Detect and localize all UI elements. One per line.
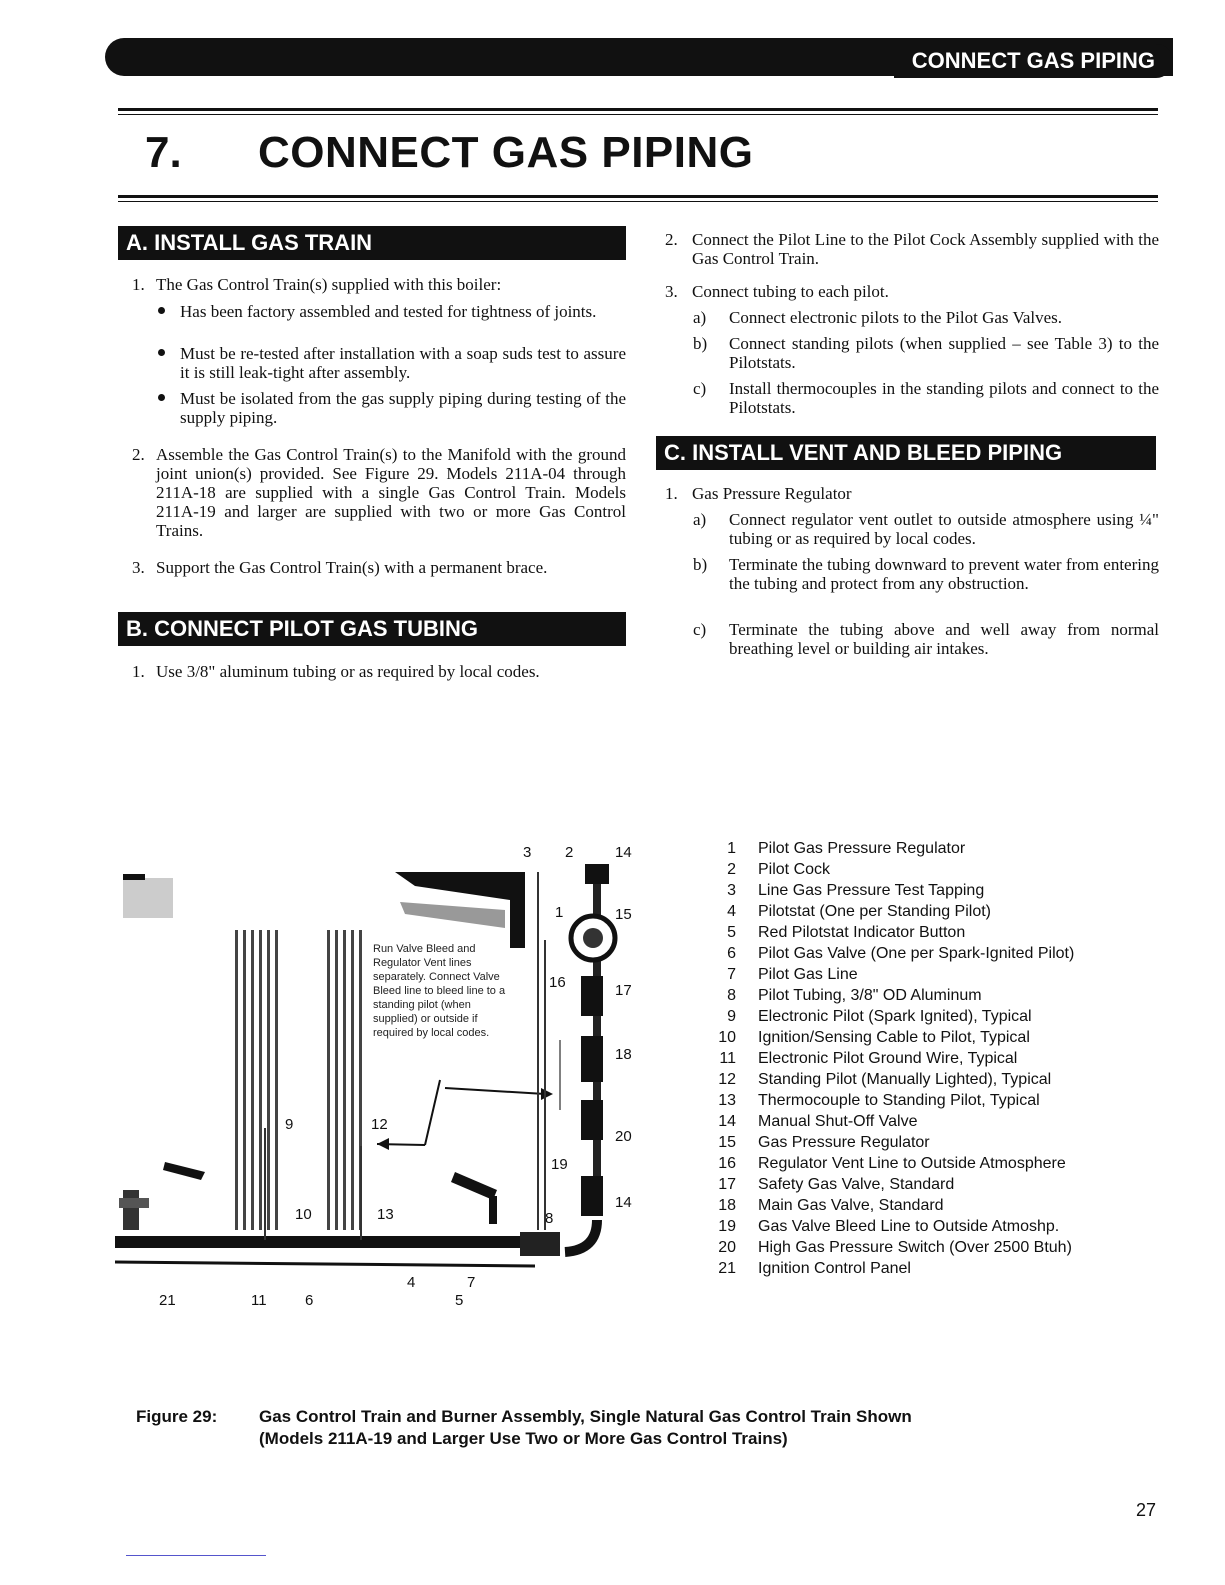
footer-link-line: [126, 1555, 266, 1556]
bullet-icon: [158, 394, 165, 401]
diagram-label: 4: [407, 1274, 416, 1291]
diagram-label: 11: [251, 1292, 267, 1309]
diagram-label: 18: [615, 1046, 632, 1063]
diagram-label: 12: [371, 1116, 388, 1133]
diagram-label: 17: [615, 982, 632, 999]
chapter-title: CONNECT GAS PIPING: [258, 128, 754, 177]
list-item: Must be re-tested after installation with a soap suds test to assure it is still leak-tight after assembly.: [180, 344, 626, 382]
diagram-label: 14: [615, 1194, 632, 1211]
diagram-callout-note: Run Valve Bleed and Regulator Vent lines separately. Connect Valve Bleed line to bleed line to a standing pilot (when supplied) or outside if required by local codes.: [373, 943, 506, 1039]
diagram-label: 5: [455, 1292, 464, 1309]
section-a-heading: A. INSTALL GAS TRAIN: [118, 226, 626, 260]
gas-train-drawing: [115, 840, 645, 1320]
section-c-body: 1. Gas Pressure Regulator a) Connect regulator vent outlet to outside atmosphere using ¼" tubing or as required by local codes. b) Terminate the tubing downward to prevent water from entering the tubing and protect from any obstruction. c) Terminate the tubing above and well away from normal breathing level or building air intakes.: [665, 484, 1159, 658]
section-b-continued: 2. Connect the Pilot Line to the Pilot Cock Assembly supplied with the Gas Control Train. 3. Connect tubing to each pilot. a) Connect electronic pilots to the Pilot Gas Valves. b) Connect standing pilots (when supplied – see Table 3) to the Pilotstats. c) Install thermocouples in the standing pilots and connect to the Pilotstats.: [665, 230, 1159, 417]
gas-train-diagram: [115, 840, 645, 1320]
figure-caption-label: Figure 29:: [136, 1407, 218, 1426]
diagram-label: 13: [377, 1206, 394, 1223]
diagram-legend: 1 Pilot Gas Pressure Regulator 2 Pilot Cock 3 Line Gas Pressure Test Tapping 4 Pilotstat (One per Standing Pilot) 5 Red Pilotstat Indicator Button 6 Pilot Gas Valve (One per Spark-Ignited Pilot) 7 Pilot Gas Line 8 Pilot Tubing, 3/8" OD Aluminum 9 Electronic Pilot (Spark Ignited), Typical 10 Ignition/Sensing Cable to Pilot, Typical 11 Electronic Pilot Ground Wire, Typical 12 Standing Pilot (Manually Lighted), Typical 13 Thermocouple to Standing Pilot, Typical 14 Manual Shut-Off Valve 15 Gas Pressure Regulator 16 Regulator Vent Line to Outside Atmosphere 17 Safety Gas Valve, Standard 18 Main Gas Valve, Standard 19 Gas Valve Bleed Line to Outside Atmoshp. 20 High Gas Pressure Switch (Over 2500 Btuh) 21 Ignition Control Panel: [718, 840, 1075, 1277]
title-rule-top-thin: [118, 114, 1158, 115]
list-item: Has been factory assembled and tested for tightness of joints.: [180, 302, 597, 321]
page-number: 27: [1136, 1500, 1157, 1520]
title-rule-top: [118, 108, 1158, 111]
diagram-label: 16: [549, 974, 566, 991]
chapter-number: 7.: [145, 128, 182, 177]
title-rule-bottom-thin: [118, 201, 1158, 202]
diagram-label: 10: [295, 1206, 312, 1223]
diagram-label: 6: [305, 1292, 314, 1309]
list-item: Must be isolated from the gas supply piping during testing of the supply piping.: [180, 389, 626, 427]
diagram-label: 19: [551, 1156, 568, 1173]
diagram-label: 14: [615, 844, 632, 861]
diagram-label: 20: [615, 1128, 632, 1145]
bullet-icon: [158, 349, 165, 356]
bullet-icon: [158, 307, 165, 314]
section-b-heading: B. CONNECT PILOT GAS TUBING: [118, 612, 626, 646]
figure-caption-line1: Gas Control Train and Burner Assembly, Single Natural Gas Control Train Shown: [259, 1407, 912, 1426]
diagram-label: 15: [615, 906, 632, 923]
diagram-label: 2: [565, 844, 574, 861]
diagram-label: 7: [467, 1274, 476, 1291]
diagram-label: 8: [545, 1210, 554, 1227]
title-rule-bottom: [118, 195, 1158, 198]
figure-caption-line2: (Models 211A-19 and Larger Use Two or More Gas Control Trains): [259, 1429, 788, 1448]
diagram-label: 9: [285, 1116, 294, 1133]
header-banner-label: CONNECT GAS PIPING: [894, 44, 1173, 78]
diagram-label: 21: [159, 1292, 176, 1309]
diagram-label: 3: [523, 844, 532, 861]
section-c-heading: C. INSTALL VENT AND BLEED PIPING: [656, 436, 1156, 470]
diagram-label: 1: [555, 904, 564, 921]
section-a-body: 1. The Gas Control Train(s) supplied with this boiler: Has been factory assembled and tested for tightness of joints. Must be re-tested after installation with a soap suds test to assure it is still leak-tight after assembly. Must be isolated from the gas supply piping during testing of the supply piping. 2. Assemble the Gas Control Train(s) to the Manifold with the ground joint union(s) provided. See Figure 29. Models 211A-04 through 211A-18 are supplied with a single Gas Control Train. Models 211A-19 and larger are supplied with two or more Gas Control Trains. 3. Support the Gas Control Train(s) with a permanent brace.: [132, 275, 626, 577]
section-b-item-1: 1. Use 3/8" aluminum tubing or as required by local codes.: [132, 662, 540, 681]
